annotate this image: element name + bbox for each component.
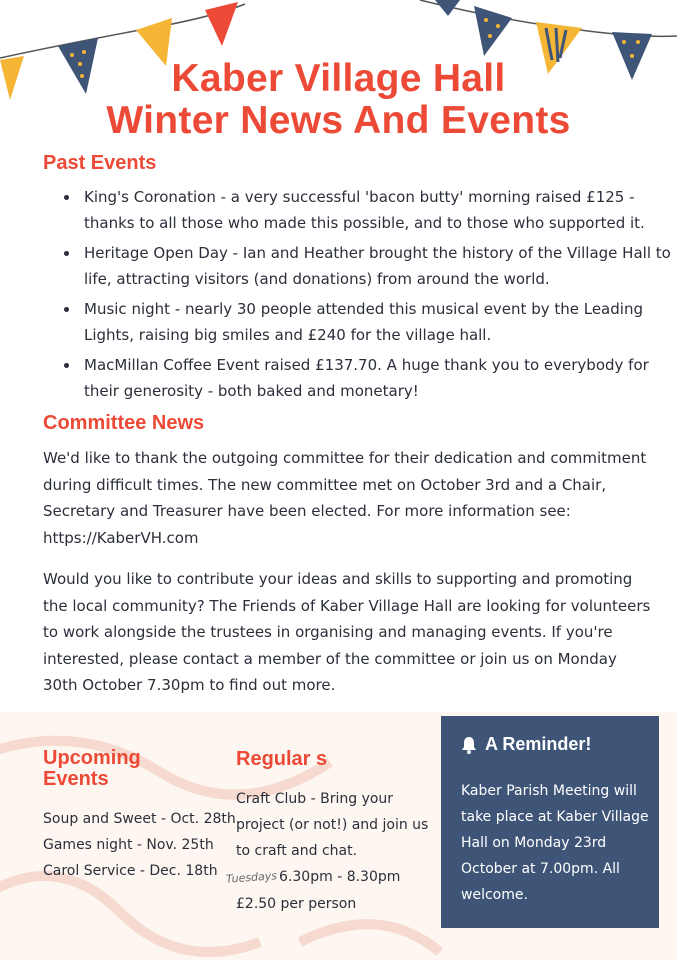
reminder-heading-text: A Reminder! [485,734,592,754]
committee-news-heading: Committee News [43,412,205,434]
regulars-line-3: to craft and chat. [236,843,358,859]
title-line-1: Kaber Village Hall [171,57,506,100]
reminder-body: Kaber Parish Meeting will take place at Kaber Village Hall on Monday 23rd October at 7.00pm. All welcome. [461,783,649,903]
title-line-2: Winter News And Events [106,99,571,142]
past-events-list [54,184,677,408]
bell-icon [461,736,477,754]
list-item: • Music night - nearly 30 people attended this musical event by the Leading Lights, raising big smiles and £240 for the village hall. [80,296,677,348]
upcoming-heading-line-2: Events [43,768,109,790]
committee-paragraph-2: Would you like to contribute your ideas and skills to supporting and promoting the local community? The Friends of Kaber Village Hall are looking for volunteers to work alongside the trustees in organising and managing events. If you're interested, please contact a member of the committee or join us on Monday 30th October 7.30pm to find out more. [43,570,651,694]
list-item: Carol Service - Dec. 18th [43,863,218,879]
committee-paragraph-1: We'd like to thank the outgoing committee for their dedication and commitment during difficult times. The new committee met on October 3rd and a Chair, Secretary and Treasurer have been elected. For more information see: https://KaberVH.com [43,449,647,547]
regulars-text [225,786,429,917]
page-title [0,58,677,142]
list-item: • Heritage Open Day - Ian and Heather brought the history of the Village Hall to life, attracting visitors (and donations) from around the world. [80,240,677,292]
upcoming-heading-line-1: Upcoming [43,747,141,769]
list-item: Soup and Sweet - Oct. 28th [43,811,236,827]
list-item: • King's Coronation - a very successful 'bacon butty' morning raised £125 - thanks to all those who made this possible, and to those who supported it. [80,184,677,236]
tuesdays-label: Tuesdays [225,869,278,886]
regulars-price: £2.50 per person [236,896,357,912]
upcoming-events-heading [43,748,141,790]
list-item: Games night - Nov. 25th [43,837,214,853]
regulars-time-line [226,864,428,891]
reminder-heading [461,734,591,755]
regulars-heading: Regular s [236,748,328,770]
past-events-heading: Past Events [43,152,157,174]
regulars-line-2: project (or not!) and join us [236,817,429,833]
upcoming-events-list [43,806,236,884]
regulars-line-1: Craft Club - Bring your [236,791,394,807]
reminder-box [441,716,659,928]
regulars-time: 6.30pm - 8.30pm [279,869,401,885]
list-item: • MacMillan Coffee Event raised £137.70. A huge thank you to everybody for their generosity - both baked and monetary! [80,352,677,404]
